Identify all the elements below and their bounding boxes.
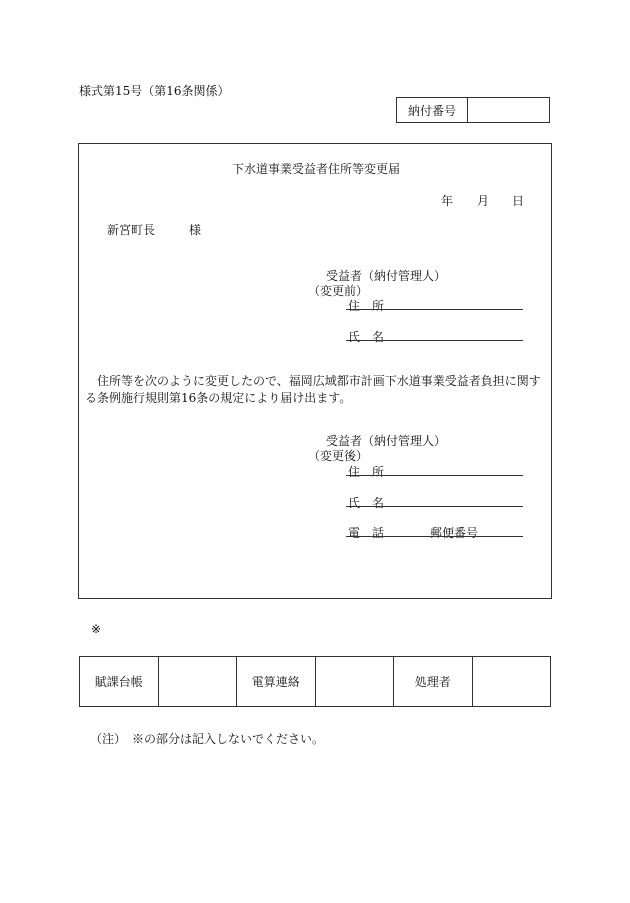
payment-number-box bbox=[396, 97, 550, 123]
form-frame bbox=[78, 143, 552, 599]
before-name-field[interactable] bbox=[346, 340, 523, 341]
after-name-label: 氏 名 bbox=[348, 496, 385, 510]
form-title: 下水道事業受益者住所等変更届 bbox=[232, 162, 401, 176]
date-day: 日 bbox=[512, 194, 525, 208]
office-cell-computer: 電算連絡 bbox=[237, 657, 316, 706]
statement-text: 住所等を次のように変更したので、福岡広域都市計画下水道事業受益者負担に関する条例施行規則第16条の規定により届け出ます。 bbox=[85, 374, 541, 405]
office-use-table bbox=[79, 656, 551, 707]
date-year: 年 bbox=[441, 194, 454, 208]
before-tag: （変更前） bbox=[308, 284, 369, 298]
after-phone-field[interactable] bbox=[346, 536, 523, 537]
after-phone-label: 電 話 bbox=[348, 526, 385, 540]
after-name-field[interactable] bbox=[346, 506, 523, 507]
before-address-field[interactable] bbox=[346, 309, 523, 310]
date-month: 月 bbox=[477, 194, 490, 208]
addressee-name: 新宮町長 bbox=[107, 223, 156, 237]
after-address-label: 住 所 bbox=[348, 465, 385, 479]
after-tag: （変更後） bbox=[308, 449, 369, 463]
after-postal-label: 郵便番号 bbox=[430, 526, 479, 540]
office-mark: ※ bbox=[91, 622, 102, 636]
form-number: 様式第15号（第16条関係） bbox=[79, 84, 230, 98]
payment-number-label: 納付番号 bbox=[397, 98, 468, 122]
addressee-honorific: 様 bbox=[189, 223, 202, 237]
after-role: 受益者（納付管理人） bbox=[326, 434, 447, 448]
office-cell-processor: 処理者 bbox=[394, 657, 473, 706]
after-address-field[interactable] bbox=[346, 475, 523, 476]
office-cell-ledger-value[interactable] bbox=[159, 657, 238, 706]
office-cell-computer-value[interactable] bbox=[316, 657, 395, 706]
office-cell-processor-value[interactable] bbox=[473, 657, 551, 706]
office-cell-ledger: 賦課台帳 bbox=[80, 657, 159, 706]
payment-number-field[interactable] bbox=[468, 98, 549, 122]
note-text: （注） ※の部分は記入しないでください。 bbox=[90, 732, 325, 746]
before-name-label: 氏 名 bbox=[348, 330, 385, 344]
before-address-label: 住 所 bbox=[348, 299, 385, 313]
before-role: 受益者（納付管理人） bbox=[326, 269, 447, 283]
